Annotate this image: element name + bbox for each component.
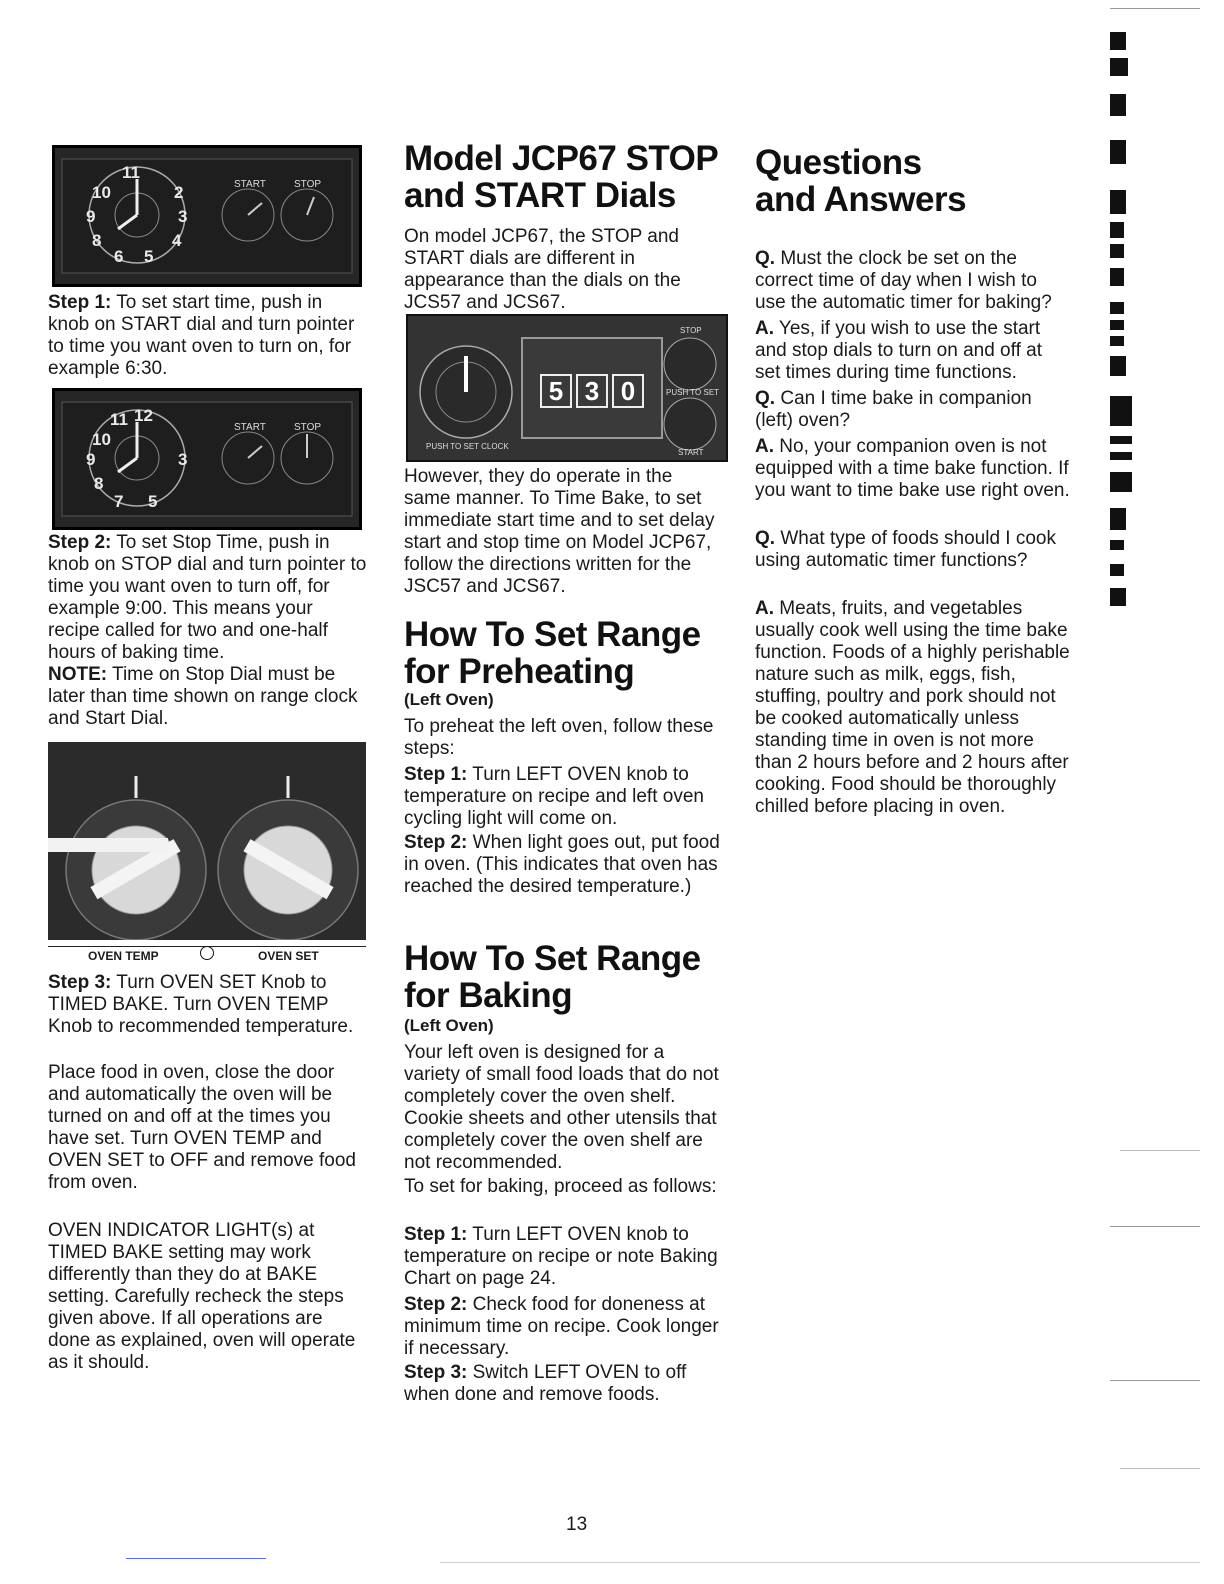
clock-number: 12 [134, 406, 153, 425]
indicator-light-paragraph: OVEN INDICATOR LIGHT(s) at TIMED BAKE setting may work differently than they do at BAKE setting. Carefully recheck the steps given above. If all operations are done as explained, oven will operate as it should. [48, 1220, 356, 1373]
answer-3: A. Meats, fruits, and vegetables usually cook well using the time bake function. Foods of a highly perishable nature such as milk, eggs, fish, stuffing, poultry and pork should not be cooked automatically unless standing time in oven is not more than 2 hours before and 2 hours after cooking. Food should be thoroughly chilled before placing in oven. [755, 598, 1070, 817]
clock-number: 7 [114, 492, 124, 511]
clock-number: 8 [92, 231, 102, 250]
edge-rule [1120, 1150, 1200, 1151]
oven-temp-caption: OVEN TEMP [88, 949, 159, 963]
question-2: Q. Can I time bake in companion (left) oven? [755, 388, 1032, 431]
circle-icon [200, 946, 214, 960]
oven-set-caption: OVEN SET [258, 949, 319, 963]
clock-number: 9 [86, 207, 96, 226]
step-3-text: Step 3: Turn OVEN SET Knob to TIMED BAKE. Turn OVEN TEMP Knob to recommended temperature. [48, 972, 354, 1037]
clock-number: 8 [94, 474, 104, 493]
jcp67-timer-photo [406, 314, 728, 462]
bottom-rule [440, 1562, 1200, 1563]
page-number: 13 [566, 1514, 588, 1535]
section-title-preheating: How To Set Range for Preheating [404, 615, 701, 691]
edge-rule [1120, 1468, 1200, 1469]
edge-rule [1110, 1226, 1200, 1227]
left-oven-subtitle: (Left Oven) [404, 690, 494, 709]
clock-number: 10 [92, 183, 111, 202]
step-label: Step 2: [404, 832, 468, 853]
stop-label: STOP [680, 326, 702, 335]
timer-display [540, 374, 644, 408]
clock-number: 9 [86, 450, 96, 469]
start-label: START [234, 422, 266, 433]
preheat-step-1: Step 1: Turn LEFT OVEN knob to temperature on recipe and left oven cycling light will come on. [404, 764, 704, 829]
clock-number: 6 [114, 247, 124, 266]
start-label: START [234, 179, 266, 190]
step-label: Step 3: [404, 1362, 468, 1383]
jcp67-operation-text: However, they do operate in the same manner. To Time Bake, to set immediate start time and to set delay start and stop time on Model JCP67, follow the directions written for the JSC57 and JCS67. [404, 466, 715, 597]
push-to-set-clock-label: PUSH TO SET CLOCK [426, 442, 509, 451]
question-1: Q. Must the clock be set on the correct time of day when I wish to use the automatic timer for baking? [755, 248, 1052, 313]
bottom-rule [126, 1558, 266, 1559]
preheat-step-2: Step 2: When light goes out, put food in oven. (This indicates that oven has reached the desired temperature.) [404, 832, 720, 897]
oven-knobs-photo [48, 742, 366, 940]
push-to-set-label: PUSH TO SET [666, 388, 720, 397]
step-2-text: Step 2: To set Stop Time, push in knob on STOP dial and turn pointer to time you want oven to turn off, for example 9:00. This means your recipe called for two and one-half hours of baking time. NOTE: Time on Stop Dial must be later than time shown on range clock and Start Dial. [48, 532, 367, 729]
answer-label: A. [755, 598, 774, 619]
clock-number: 2 [174, 183, 184, 202]
baking-step-1: Step 1: Turn LEFT OVEN knob to temperature on recipe or note Baking Chart on page 24. [404, 1224, 718, 1289]
start-label: START [678, 448, 704, 457]
section-title-qa: Questions and Answers [755, 143, 967, 219]
clock-number: 5 [144, 247, 154, 266]
oven-knobs-caption [48, 946, 366, 963]
stop-label: STOP [294, 179, 322, 190]
step-1-text: Step 1: To set start time, push in knob on START dial and turn pointer to time you want oven to turn on, for example 6:30. [48, 292, 355, 379]
question-label: Q. [755, 248, 776, 269]
section-title-baking: How To Set Range for Baking [404, 939, 701, 1015]
jcp67-intro: On model JCP67, the STOP and START dials are different in appearance than the dials on the JCS57 and JCS67. [404, 226, 681, 313]
timer-digit: 5 [540, 374, 572, 408]
question-label: Q. [755, 528, 776, 549]
step-label: Step 2: [404, 1294, 468, 1315]
step-label: Step 1: [404, 764, 468, 785]
note-label: NOTE: [48, 664, 108, 685]
step-label: Step 3: [48, 972, 112, 993]
answer-label: A. [755, 436, 774, 457]
edge-rule [1110, 1380, 1200, 1381]
baking-step-3: Step 3: Switch LEFT OVEN to off when done and remove foods. [404, 1362, 687, 1405]
left-oven-subtitle: (Left Oven) [404, 1016, 494, 1035]
clock-number: 5 [148, 492, 158, 511]
section-title-jcp67: Model JCP67 STOP and START Dials [404, 139, 718, 215]
clock-dials-illustration [52, 145, 362, 287]
edge-rule [1110, 8, 1200, 9]
timer-digit: 3 [576, 374, 608, 408]
clock-number: 4 [172, 231, 182, 250]
place-food-paragraph: Place food in oven, close the door and automatically the oven will be turned on and off at the times you have set. Turn OVEN TEMP and OVEN SET to OFF and remove food from oven. [48, 1062, 356, 1193]
clock-dials-illustration [52, 388, 362, 530]
answer-label: A. [755, 318, 774, 339]
stop-label: STOP [294, 422, 322, 433]
clock-number: 11 [122, 163, 140, 182]
baking-intro: Your left oven is designed for a variety of small food loads that do not completely cover the oven shelf. Cookie sheets and other utensils that completely cover the oven shelf are not recommended. [404, 1042, 719, 1173]
step-label: Step 1: [404, 1224, 468, 1245]
answer-1: A. Yes, if you wish to use the start and stop dials to turn on and off at set times during time functions. [755, 318, 1042, 383]
baking-step-2: Step 2: Check food for doneness at minimum time on recipe. Cook longer if necessary. [404, 1294, 719, 1359]
oven-knobs-illustration [48, 742, 366, 940]
question-label: Q. [755, 388, 776, 409]
answer-2: A. No, your companion oven is not equipped with a time bake function. If you want to time bake use right oven. [755, 436, 1070, 501]
clock-number: 10 [92, 430, 111, 449]
step-label: Step 2: [48, 532, 112, 553]
clock-number: 11 [110, 410, 128, 429]
preheat-intro: To preheat the left oven, follow these steps: [404, 716, 714, 759]
clock-number: 3 [178, 450, 188, 469]
baking-proceed: To set for baking, proceed as follows: [404, 1176, 717, 1197]
timer-digit: 0 [612, 374, 644, 408]
start-dial-photo [52, 145, 362, 287]
step-label: Step 1: [48, 292, 112, 313]
stop-dial-photo [52, 388, 362, 530]
question-3: Q. What type of foods should I cook using automatic timer functions? [755, 528, 1056, 571]
clock-number: 3 [178, 207, 188, 226]
